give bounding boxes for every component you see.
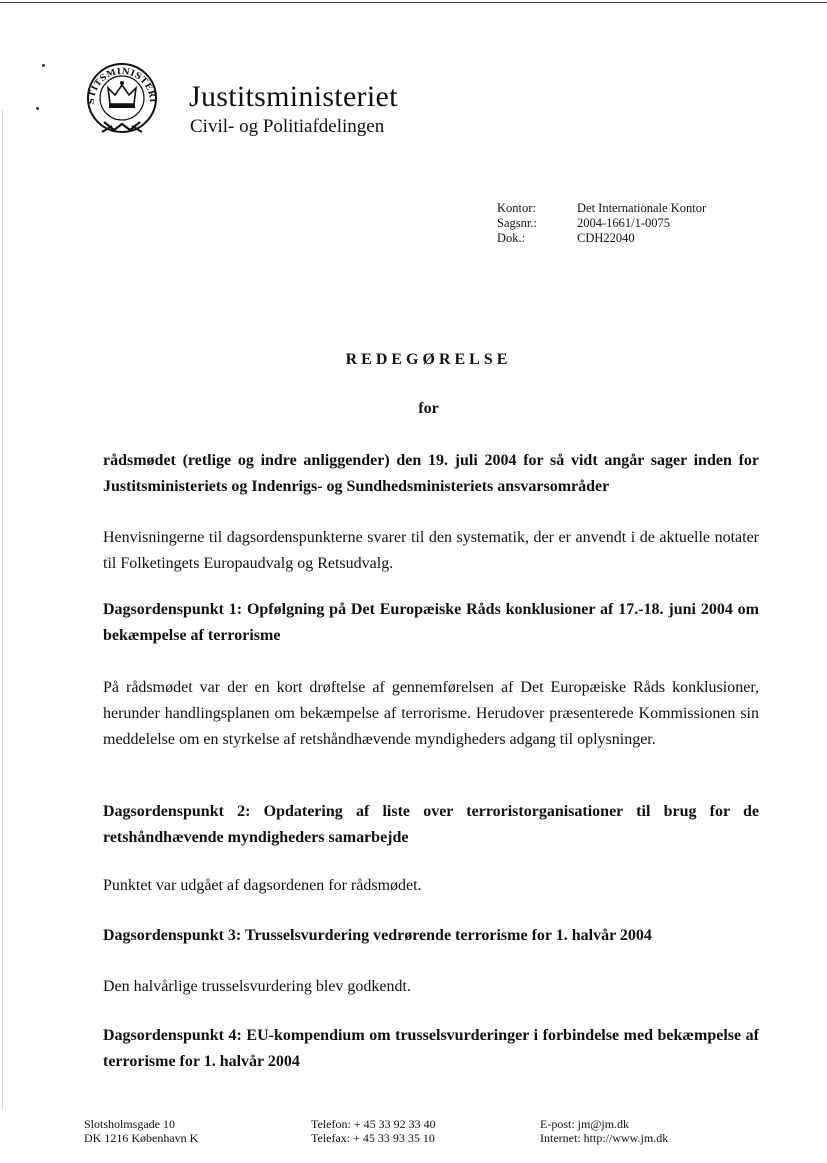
reference-value: CDH22040 [577, 231, 635, 245]
intro-paragraph: Henvisningerne til dagsordenspunkterne svarer til den systematik, der er anvendt i de aktuelle notater til Folketingets Europaudvalg og Retsudvalg. [103, 529, 759, 572]
footer-fax: Telefax: + 45 33 93 35 10 [311, 1131, 435, 1145]
scan-speck [36, 107, 39, 110]
ministry-name: Justitsministeriet [189, 80, 398, 113]
footer-street: Slotsholmsgade 10 [84, 1117, 176, 1131]
footer-phone-block [311, 1117, 436, 1145]
reference-row [497, 231, 706, 246]
scan-edge-left [2, 110, 3, 1110]
agenda-item-text: Den halvårlige trusselsvurdering blev godkendt. [103, 978, 411, 995]
agenda-item-heading: Dagsordenspunkt 1: Opfølgning på Det Europæiske Råds konklusioner af 17.-18. juni 2004 om bekæmpelse af terrorisme [103, 601, 759, 644]
ministry-seal-logo [80, 58, 164, 142]
reference-label: Dok.: [497, 231, 526, 245]
footer-address [84, 1117, 198, 1145]
reference-block [497, 201, 706, 246]
intro-heading: rådsmødet (retlige og indre anliggender) den 19. juli 2004 for så vidt angår sager inden for Justitsministeriets og Indenrigs- og Sundhedsministeriets ansvarsområder [103, 452, 759, 495]
footer-contact-block [540, 1117, 668, 1145]
agenda-item-heading: Dagsordenspunkt 3: Trusselsvurdering vedrørende terrorisme for 1. halvår 2004 [103, 927, 652, 944]
reference-row [497, 201, 706, 216]
footer-phone: Telefon: + 45 33 92 33 40 [311, 1117, 436, 1131]
reference-row [497, 216, 706, 231]
footer-city: DK 1216 København K [84, 1131, 199, 1145]
department-name: Civil- og Politiafdelingen [190, 116, 385, 137]
document-subtitle: for [418, 400, 439, 417]
footer-internet: Internet: http://www.jm.dk [540, 1131, 669, 1145]
footer-email: E-post: jm@jm.dk [540, 1117, 630, 1131]
reference-value: Det Internationale Kontor [577, 201, 707, 215]
document-title: REDEGØRELSE [345, 351, 512, 368]
scan-edge-top [0, 2, 827, 3]
agenda-item-heading: Dagsordenspunkt 2: Opdatering af liste over terroristorganisationer til brug for de retshåndhævende myndigheders samarbejde [103, 803, 759, 846]
svg-text:JUSTITSMINISTERIET: STITSMINISTERI [86, 66, 158, 105]
reference-label: Sagsnr.: [497, 216, 537, 230]
reference-value: 2004-1661/1-0075 [577, 216, 671, 230]
scan-speck [42, 64, 45, 67]
agenda-item-heading: Dagsordenspunkt 4: EU-kompendium om trusselsvurderinger i forbindelse med bekæmpelse af terrorisme for 1. halvår 2004 [103, 1027, 759, 1070]
reference-label: Kontor: [497, 201, 536, 215]
agenda-item-text: Punktet var udgået af dagsordenen for rådsmødet. [103, 877, 422, 894]
agenda-item-text: På rådsmødet var der en kort drøftelse af gennemførelsen af Det Europæiske Råds konklusioner, herunder handlingsplanen om bekæmpelse af terrorisme. Herudover præsenterede Kommissionen sin meddelelse om en styrkelse af retshåndhævende myndigheders adgang til oplysninger. [103, 679, 759, 748]
